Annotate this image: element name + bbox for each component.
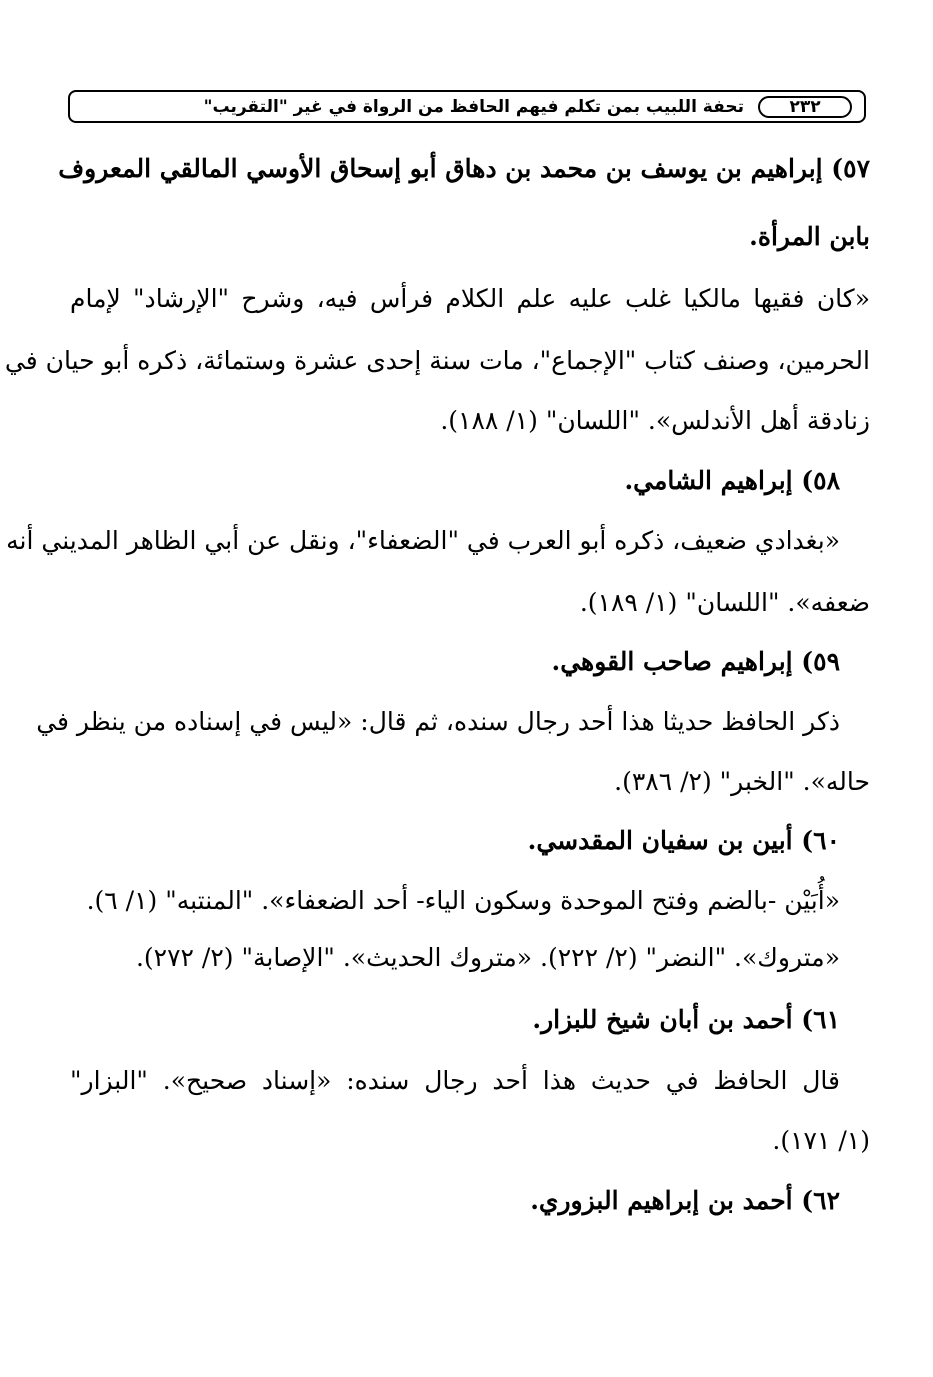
entry-57-heading: ٥٧) إبراهيم بن يوسف بن محمد بن دهاق أبو إسحاق الأوسي المالقي المعروف bbox=[58, 154, 870, 183]
entry-59-source: حاله». "الخبر" (٢/ ٣٨٦). bbox=[614, 767, 870, 796]
entry-57-text: «كان فقيها مالكيا غلب عليه علم الكلام فرأس فيه، وشرح "الإرشاد" لإمام bbox=[70, 284, 870, 313]
entry-57-heading-cont: بابن المرأة. bbox=[749, 222, 870, 251]
book-title: تحفة اللبيب بمن تكلم فيهم الحافظ من الرواة في غير "التقريب" bbox=[203, 96, 744, 117]
entry-61-source: (١/ ١٧١). bbox=[772, 1126, 870, 1155]
entry-57-text-2: الحرمين، وصنف كتاب "الإجماع"، مات سنة إحدى عشرة وستمائة، ذكره أبو حيان في bbox=[4, 346, 870, 375]
entry-60-heading: ٦٠) أبين بن سفيان المقدسي. bbox=[527, 826, 840, 855]
page-number-badge bbox=[758, 96, 852, 118]
entry-60-text: «أُبَيْن -بالضم وفتح الموحدة وسكون الياء- أحد الضعفاء». "المنتبه" (١/ ٦). bbox=[86, 886, 840, 915]
entry-57-source: زنادقة أهل الأندلس». "اللسان" (١/ ١٨٨). bbox=[440, 406, 870, 435]
entry-58-text: «بغدادي ضعيف، ذكره أبو العرب في "الضعفاء"، ونقل عن أبي الظاهر المديني أنه bbox=[6, 526, 840, 555]
entry-61-text: قال الحافظ في حديث هذا أحد رجال سنده: «إسناد صحيح». "البزار" bbox=[70, 1066, 840, 1095]
page-header bbox=[68, 90, 866, 123]
entry-61-heading: ٦١) أحمد بن أبان شيخ للبزار. bbox=[532, 1005, 840, 1034]
entry-62-heading: ٦٢) أحمد بن إبراهيم البزوري. bbox=[530, 1186, 840, 1215]
entry-59-heading: ٥٩) إبراهيم صاحب القوهي. bbox=[551, 647, 840, 676]
entry-58-source: ضعفه». "اللسان" (١/ ١٨٩). bbox=[579, 588, 870, 617]
entry-59-text: ذكر الحافظ حديثا هذا أحد رجال سنده، ثم قال: «ليس في إسناده من ينظر في bbox=[36, 707, 840, 736]
entry-58-heading: ٥٨) إبراهيم الشامي. bbox=[624, 466, 840, 495]
page-number: ٢٣٢ bbox=[789, 96, 821, 117]
entry-60-text-2: «متروك». "النضر" (٢/ ٢٢٢). «متروك الحديث». "الإصابة" (٢/ ٢٧٢). bbox=[135, 943, 840, 972]
